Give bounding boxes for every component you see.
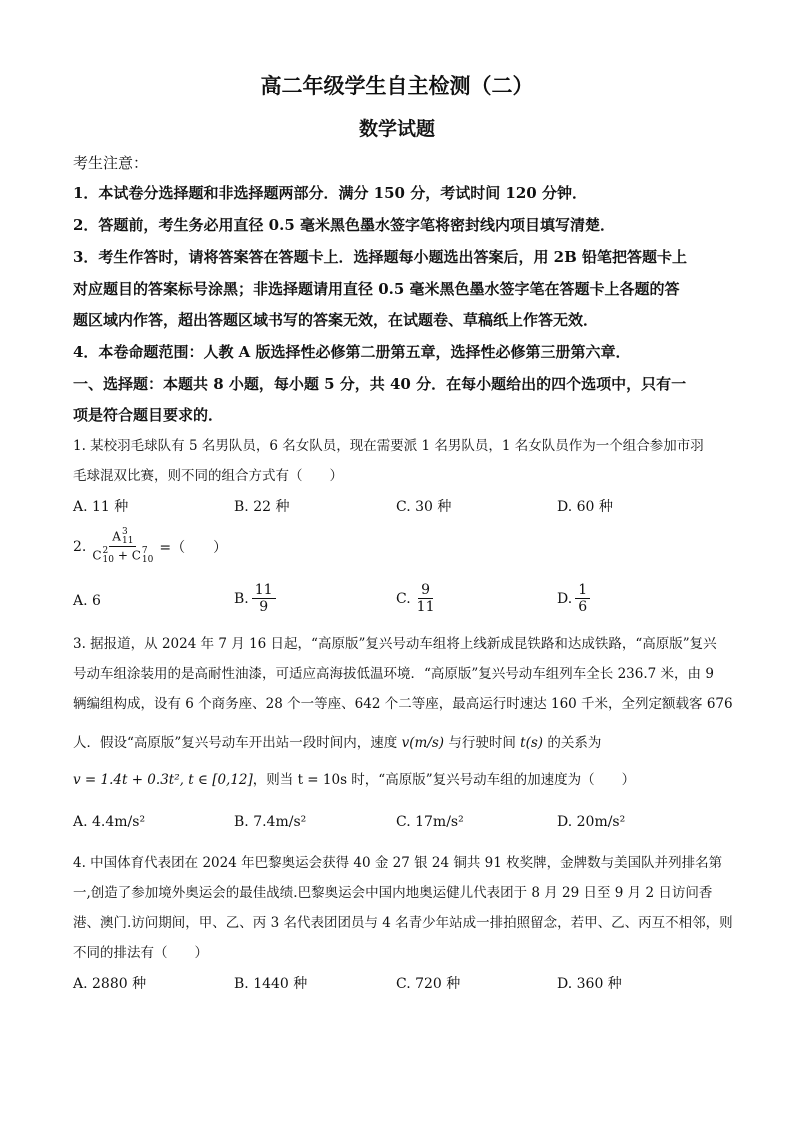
section1-heading-cont: 项是符合题目要求的．: [73, 406, 224, 424]
q1-option-c: C. 30 种: [396, 499, 452, 515]
q3-stem-line3: 辆编组构成，设有 6 个商务座、28 个一等座、642 个二等座，最高运行时速达 160 千米，全列定额载客 676: [73, 696, 733, 712]
q3-option-b: B. 7.4m/s²: [234, 814, 307, 830]
q4-stem-line2: 一,创造了参加境外奥运会的最佳战绩.巴黎奥运会中国内地奥运健儿代表团于 8 月 29 日至 9 月 2 日访问香: [73, 885, 713, 901]
q3-time-unit: t(s): [520, 735, 544, 751]
q4-option-d: D. 360 种: [557, 976, 622, 992]
section1-heading: 一、选择题：本题共 8 小题，每小题 5 分，共 40 分．在每小题给出的四个选项中，只有一: [73, 375, 687, 393]
q3-stem-line1: 3. 据报道，从 2024 年 7 月 16 日起，“高原版”复兴号动车组将上线新成昆铁路和达成铁路，“高原版”复兴: [73, 636, 717, 652]
q4-option-b: B. 1440 种: [234, 976, 308, 992]
q2-option-b: B. $\frac{11}{9}$: [234, 582, 279, 615]
q2-option-a: A. 6: [73, 593, 101, 609]
q4-option-a: A. 2880 种: [73, 976, 147, 992]
q2-tail: =（ ）: [159, 539, 228, 556]
notice-heading: 考生注意：: [73, 154, 149, 172]
q3-stem-line5: v = 1.4t + 0.3t², t ∈ [0,12]，则当 t = 10s 时，“高原版”复兴号动车组的加速度为（ ）: [73, 772, 636, 788]
q1-stem-line1: 1. 某校羽毛球队有 5 名男队员，6 名女队员，现在需要派 1 名男队员，1 名女队员作为一个组合参加市羽: [73, 438, 704, 454]
q2-stem: [73, 528, 227, 565]
q3-option-d: D. 20m/s²: [557, 814, 626, 830]
q1-option-b: B. 22 种: [234, 499, 290, 515]
q4-stem-line1: 4. 中国体育代表团在 2024 年巴黎奥运会获得 40 金 27 银 24 铜共 91 枚奖牌，金牌数与美国队并列排名第: [73, 855, 723, 871]
q2-option-d: D. $\frac{1}{6}$: [557, 582, 593, 615]
q3-velocity-unit: v(m/s): [401, 735, 445, 751]
q1-option-a: A. 11 种: [73, 499, 129, 515]
exam-title: 高二年级学生自主检测（二）: [260, 73, 534, 98]
q4-stem-line3: 港、澳门.访问期间，甲、乙、丙 3 名代表团团员与 4 名青少年站成一排拍照留念，若甲、乙、丙互不相邻，则: [73, 915, 733, 931]
notice-item-4: 4．本卷命题范围：人教 A 版选择性必修第二册第五章，选择性必修第三册第六章．: [73, 343, 631, 361]
q3-formula: v = 1.4t + 0.3t², t ∈ [0,12]: [73, 772, 253, 788]
q2-option-c: C. $\frac{9}{11}$: [396, 582, 435, 615]
q2-label: 2.: [73, 538, 87, 555]
exam-subtitle: 数学试题: [358, 118, 435, 140]
q3-option-c: C. 17m/s²: [396, 814, 464, 830]
notice-item-1: 1．本试卷分选择题和非选择题两部分．满分 150 分，考试时间 120 分钟．: [73, 184, 587, 202]
q1-option-d: D. 60 种: [557, 499, 613, 515]
q1-stem-line2: 毛球混双比赛，则不同的组合方式有（ ）: [73, 468, 343, 484]
q2-denominator: C 2 10 + C 7 10: [92, 546, 154, 565]
q2-fraction: [89, 528, 156, 565]
q4-stem-line4: 不同的排法有（ ）: [73, 945, 208, 961]
q2-numerator: A 3 11: [109, 528, 136, 547]
q3-option-a: A. 4.4m/s²: [73, 814, 146, 830]
q4-option-c: C. 720 种: [396, 976, 461, 992]
q3-stem-line4: 人．假设“高原版”复兴号动车开出站一段时间内，速度 v(m/s) 与行驶时间 t(s) 的关系为: [73, 735, 602, 751]
notice-item-3: 3．考生作答时，请将答案答在答题卡上．选择题每小题选出答案后，用 2B 铅笔把答题卡上: [73, 248, 688, 266]
notice-item-3-cont1: 对应题目的答案标号涂黑；非选择题请用直径 0.5 毫米黑色墨水签字笔在答题卡上各题的答: [73, 280, 680, 298]
q3-stem-line2: 号动车组涂装用的是高耐性油漆，可适应高海拔低温环境．“高原版”复兴号动车组列车全长 236.7 米，由 9: [73, 666, 714, 682]
notice-item-2: 2．答题前，考生务必用直径 0.5 毫米黑色墨水签字笔将密封线内项目填写清楚．: [73, 216, 615, 234]
notice-item-3-cont2: 题区域内作答，超出答题区域书写的答案无效，在试题卷、草稿纸上作答无效．: [73, 311, 599, 329]
